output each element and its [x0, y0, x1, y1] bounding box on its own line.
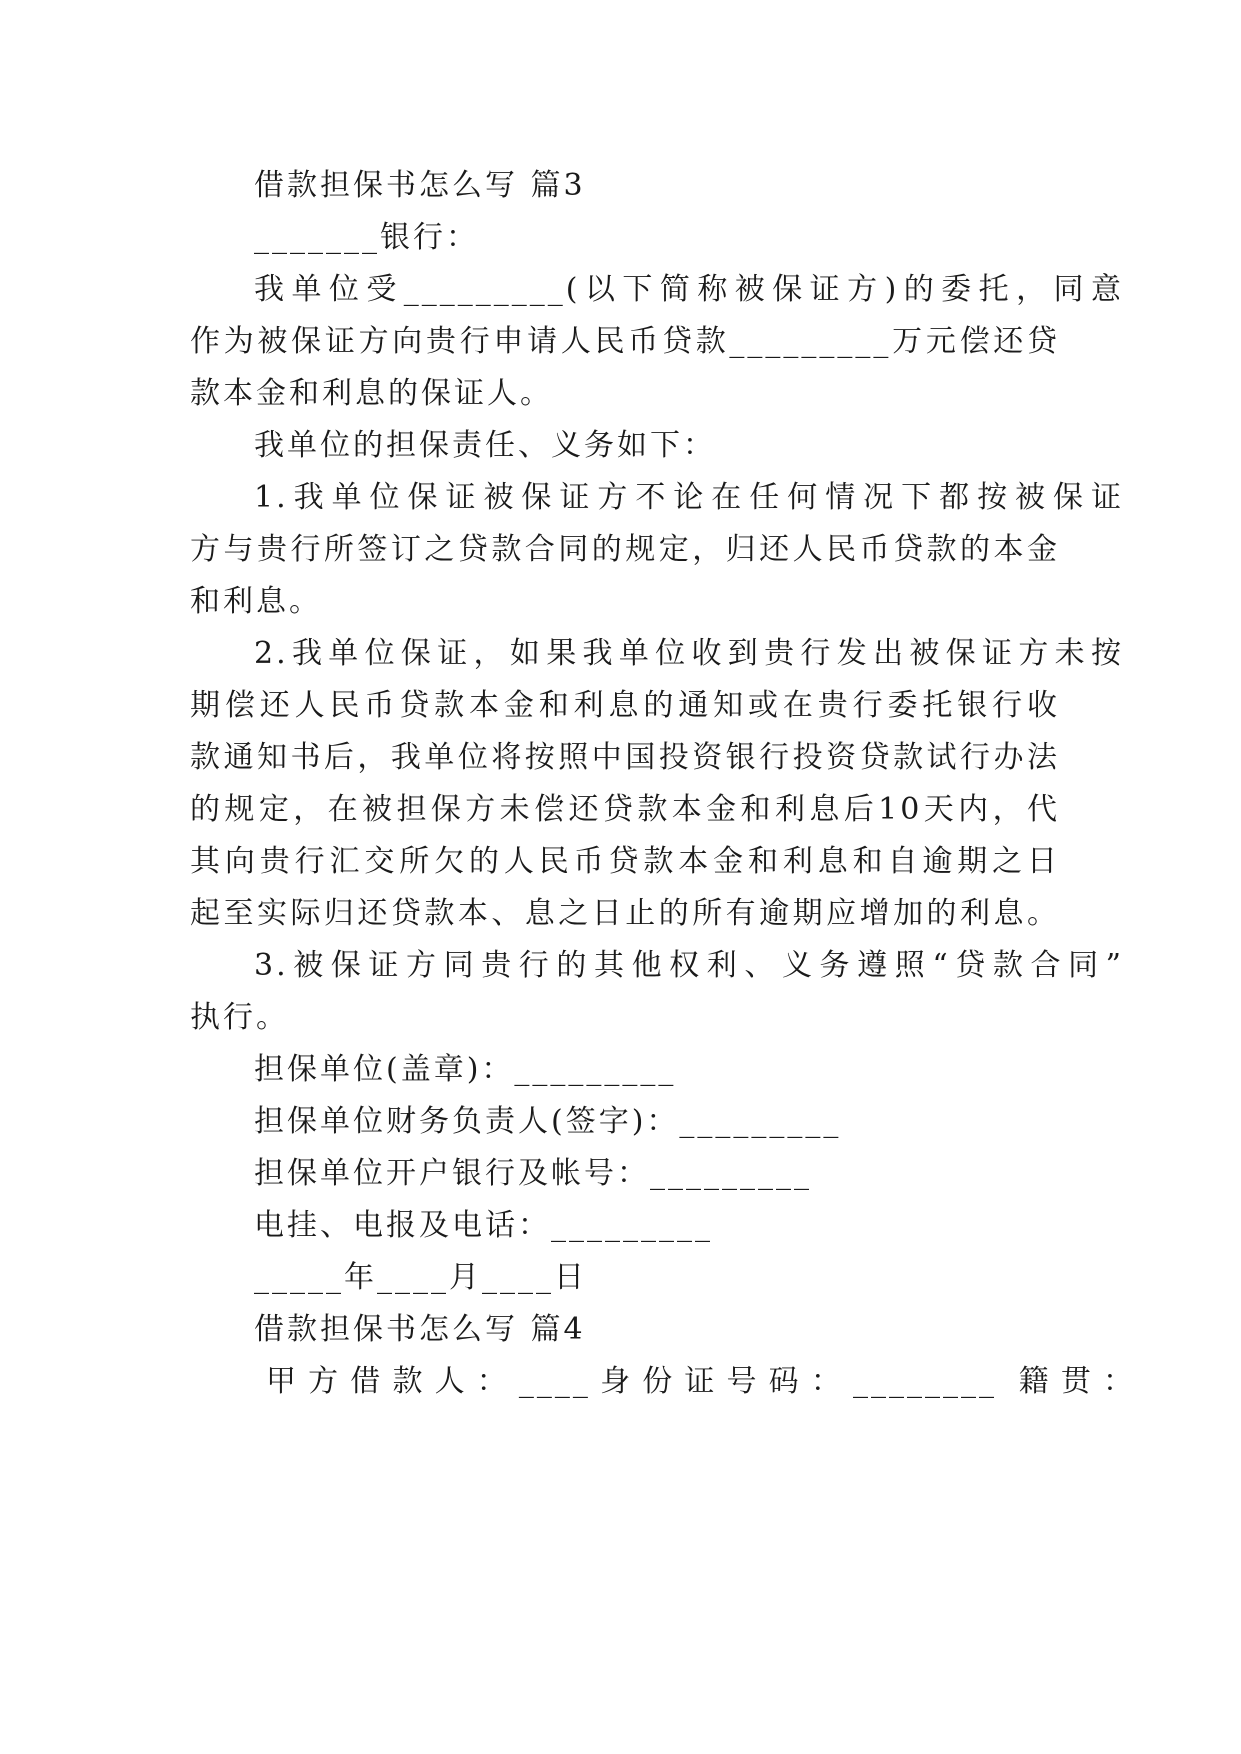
bank-address-line: _______银行：	[254, 220, 479, 255]
clause-2-line: 期偿还人民币贷款本金和利息的通知或在贵行委托银行收	[190, 688, 1060, 723]
duties-intro: 我单位的担保责任、义务如下：	[254, 428, 716, 463]
party-a-borrower-line: 甲方借款人：____身份证号码：________ 籍贯：	[266, 1364, 1136, 1399]
section-heading-4: 借款担保书怎么写 篇4	[254, 1312, 586, 1347]
clause-1-line: 方与贵行所签订之贷款合同的规定，归还人民币贷款的本金	[190, 532, 1060, 567]
clause-3-line: 3.被保证方同贵行的其他权利、义务遵照“贷款合同”	[254, 948, 1124, 983]
clause-2-line: 其向贵行汇交所欠的人民币贷款本金和利息和自逾期之日	[190, 844, 1060, 879]
telegraph-phone-field: 电挂、电报及电话：_________	[254, 1208, 713, 1243]
clause-3-line: 执行。	[190, 1000, 289, 1035]
section-heading-3: 借款担保书怎么写 篇3	[254, 168, 586, 203]
clause-2-line: 2.我单位保证，如果我单位收到贵行发出被保证方未按	[254, 636, 1124, 671]
clause-1-line: 和利息。	[190, 584, 322, 619]
clause-2-line: 款通知书后，我单位将按照中国投资银行投资贷款试行办法	[190, 740, 1060, 775]
clause-2-line: 起至实际归还贷款本、息之日止的所有逾期应增加的利息。	[190, 896, 1060, 931]
date-field: _____年____月____日	[254, 1260, 587, 1295]
paragraph-line: 我单位受_________(以下简称被保证方)的委托，同意	[254, 272, 1124, 307]
paragraph-line: 作为被保证方向贵行申请人民币贷款_________万元偿还贷	[190, 324, 1060, 359]
finance-head-signature-field: 担保单位财务负责人(签字)：_________	[254, 1104, 842, 1139]
bank-account-field: 担保单位开户银行及帐号：_________	[254, 1156, 812, 1191]
paragraph-line: 款本金和利息的保证人。	[190, 376, 553, 411]
clause-2-line: 的规定，在被担保方未偿还贷款本金和利息后10天内，代	[190, 792, 1060, 827]
guarantor-seal-field: 担保单位(盖章)：_________	[254, 1052, 677, 1087]
clause-1-line: 1.我单位保证被保证方不论在任何情况下都按被保证	[254, 480, 1124, 515]
